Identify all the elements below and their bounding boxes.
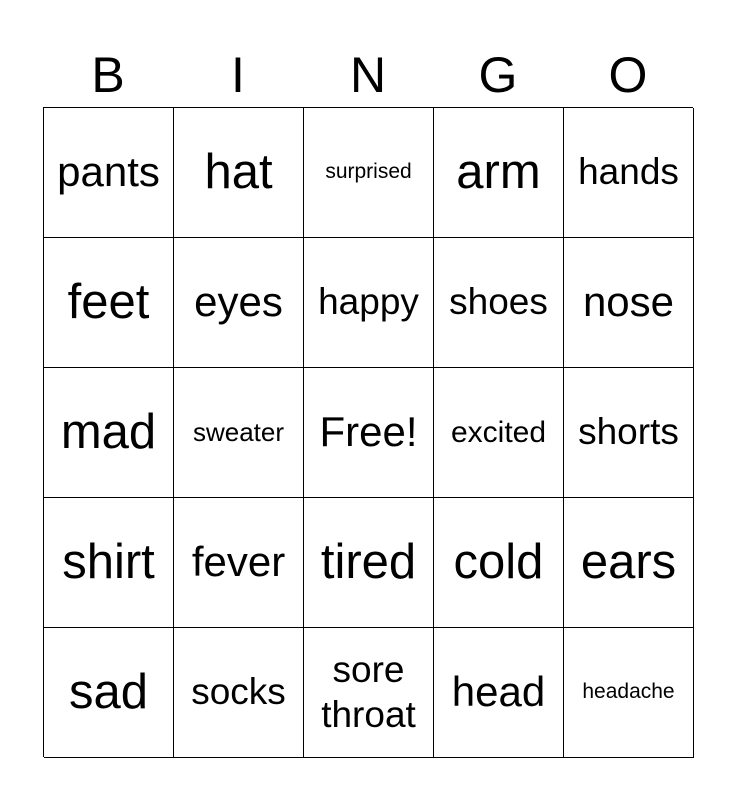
bingo-cell[interactable]: excited [434,368,564,498]
bingo-cell[interactable]: happy [304,238,434,368]
bingo-cell[interactable]: socks [174,628,304,758]
bingo-cell[interactable]: cold [434,498,564,628]
bingo-cell[interactable]: ears [564,498,694,628]
bingo-cell[interactable]: hat [174,108,304,238]
bingo-cell[interactable]: feet [44,238,174,368]
bingo-header [43,44,693,106]
bingo-cell[interactable]: hands [564,108,694,238]
bingo-cell[interactable]: surprised [304,108,434,238]
bingo-cell[interactable]: pants [44,108,174,238]
bingo-board [43,107,693,757]
bingo-cell[interactable]: mad [44,368,174,498]
header-letter-g: G [478,47,518,103]
header-letter-o: O [608,47,648,103]
bingo-cell[interactable]: sad [44,628,174,758]
bingo-cell[interactable]: eyes [174,238,304,368]
header-letter-i: I [231,47,245,103]
bingo-cell[interactable]: shoes [434,238,564,368]
bingo-cell[interactable]: sweater [174,368,304,498]
bingo-cell[interactable]: nose [564,238,694,368]
bingo-cell[interactable]: sore throat [304,628,434,758]
bingo-cell[interactable]: fever [174,498,304,628]
free-space-cell[interactable]: Free! [304,368,434,498]
bingo-cell[interactable]: tired [304,498,434,628]
bingo-cell[interactable]: headache [564,628,694,758]
bingo-cell[interactable]: shorts [564,368,694,498]
bingo-cell[interactable]: arm [434,108,564,238]
header-letter-n: N [349,47,387,103]
header-letter-b: B [91,47,125,103]
bingo-cell[interactable]: shirt [44,498,174,628]
bingo-cell[interactable]: head [434,628,564,758]
